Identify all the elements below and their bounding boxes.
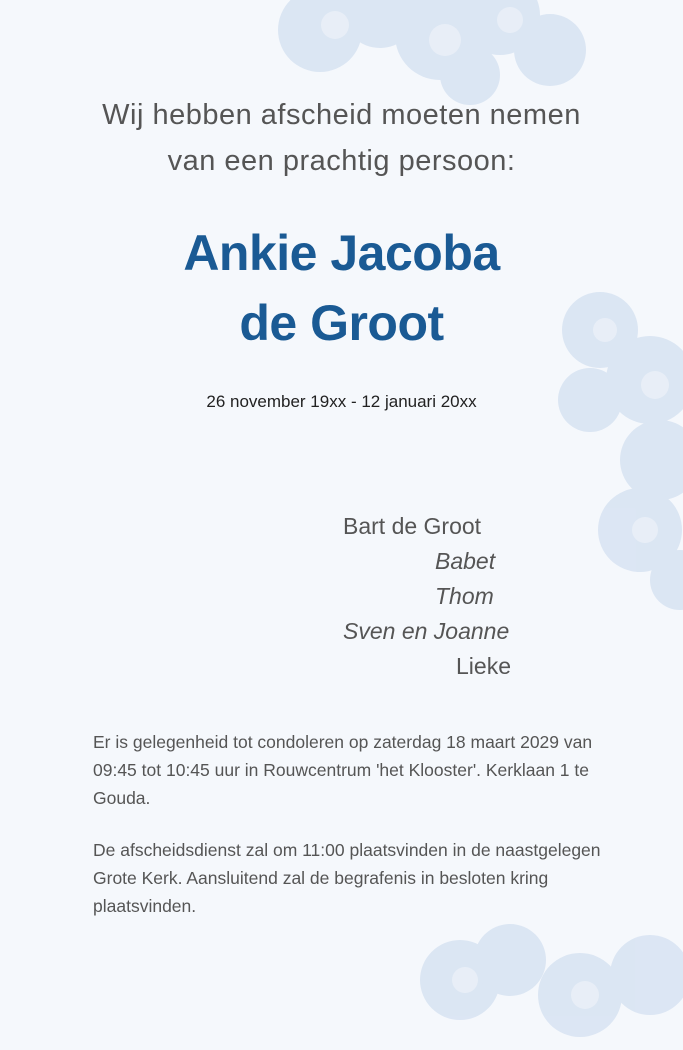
life-dates: 26 november 19xx - 12 januari 20xx — [206, 392, 477, 411]
name-line-1: Ankie Jacoba — [183, 225, 500, 281]
intro-line-1: Wij hebben afscheid moeten nemen — [102, 99, 581, 131]
name-line-2: de Groot — [239, 295, 444, 351]
service-paragraph: De afscheidsdienst zal om 11:00 plaatsvinden in de naastgelegen Grote Kerk. Aansluitend zal de begrafenis in besloten kring plaatsvinden. — [93, 840, 601, 916]
relative-name: Sven en Joanne — [343, 618, 510, 644]
condolence-paragraph: Er is gelegenheid tot condoleren op zaterdag 18 maart 2029 van 09:45 tot 10:45 uur in Rouwcentrum 'het Klooster'. Kerklaan 1 te Gouda. — [93, 732, 593, 808]
relative-name: Lieke — [456, 653, 511, 679]
deceased-name — [0, 218, 683, 358]
relative-name: Bart de Groot — [343, 513, 482, 539]
relative-name: Thom — [435, 583, 494, 609]
intro-text — [0, 92, 683, 184]
intro-line-2: van een prachtig persoon: — [167, 145, 516, 177]
relative-name: Babet — [435, 548, 496, 574]
flower-decoration-bottom — [400, 920, 683, 1050]
